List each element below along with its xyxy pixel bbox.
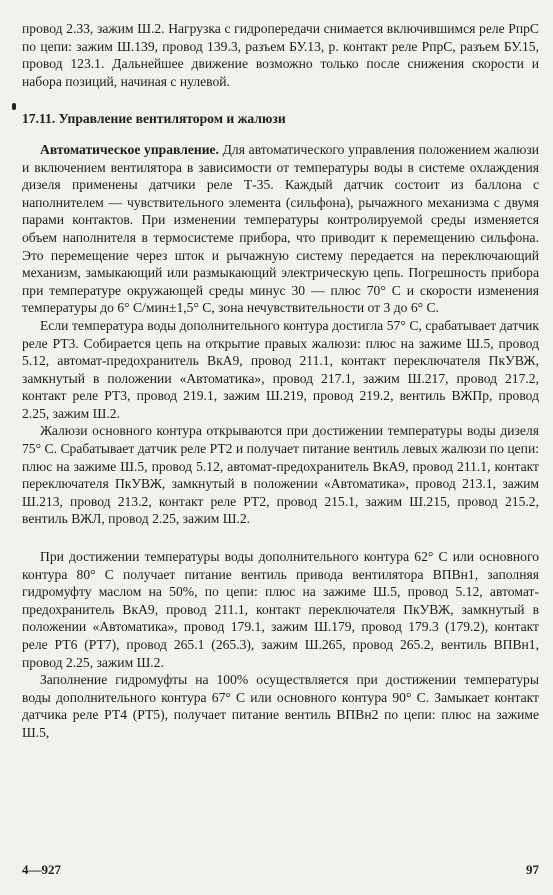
auto-control-title: Автоматическое управление. [40,141,219,157]
intro-paragraph: провод 2.33, зажим Ш.2. Нагрузка с гидропередачи снимается включившимся реле РпрС по цепи: зажим Ш.139, провод 139.3, разъем БУ.13, р. контакт реле РпрС, разъем БУ.15, провод 123.1. Дальнейшее движение возможно только после снижения скорости и набора позиций, начиная с нулевой. [22,21,539,89]
printer-signature: 4—927 [22,862,61,877]
paragraph-62-degrees: При достижении температуры воды дополнительного контура 62° С или основного контура 80° С получает питание вентиль привода вентилятора ВПВн1, заполняя гидромуфту маслом на 50%, по цепи: плюс на зажиме Ш.5, провод 5.12, автомат-предохранитель ВкА9, провод 211.1, контакт переключателя ПкУВЖ, замкнутый в положении «Автоматика», провод 179.1, зажим Ш.179, провод 179.3 (179.2), контакт реле РТ6 (РТ7), провод 265.1 (265.3), зажим Ш.265, провод 265.2, вентиль ВПВн1, провод 2.25, зажим Ш.2. [22,549,539,670]
page-footer [22,862,539,878]
paragraph-75-degrees: Жалюзи основного контура открываются при достижении температуры воды дизеля 75° С. Срабатывает датчик реле РТ2 и получает питание вентиль левых жалюзи по цепи: плюс на зажиме Ш.5, провод 5.12, автомат-предохранитель ВкА9, провод 211.1, контакт переключателя ПкУВЖ, замкнутый в положении «Автоматика», провод 213.1, зажим Ш.213, провод 213.2, контакт реле РТ2, провод 215.1, зажим Ш.215, провод 215.2, вентиль ВЖЛ, провод 2.25, зажим Ш.2. [22,423,539,527]
auto-control-body: Для автоматического управления положением жалюзи и включением вентилятора в зависимости от температуры воды в системе охлаждения дизеля применены датчики реле Т-35. Каждый датчик состоит из баллона с наполнителем — чувствительного элемента (сильфона), рычажного механизма с двумя парами контактов. При изменении температуры контролируемой среды изменяется объем наполнителя в термосистеме прибора, что приводит к перемещению сильфона. Это перемещение через шток и рычажную систему передается на переключающий механизм, замыкающий или размыкающий электрическую цепь. Погрешность прибора при температуре окружающей среды минус 30 — плюс 70° С и скорости изменения температуры до 6° С/мин±1,5° С, зона нечувствительности от 3 до 6° С. [22,141,540,316]
margin-mark [12,103,16,110]
paragraph-57-degrees: Если температура воды дополнительного контура достигла 57° С, срабатывает датчик реле РТ3. Собирается цепь на открытие правых жалюзи: плюс на зажиме Ш.5, провод 5.12, автомат-предохранитель ВкА9, провод 211.1, контакт переключателя ПкУВЖ, замкнутый в положении «Автоматика», провод 217.1, зажим Ш.217, провод 217.2, контакт реле РТ3, провод 219.1, зажим Ш.219, провод 219.2, вентиль ВЖПр, провод 2.25, зажим Ш.2. [22,317,539,421]
section-heading: 17.11. Управление вентилятором и жалюзи [22,111,286,127]
auto-control-paragraph [22,141,539,317]
paragraph-100-percent: Заполнение гидромуфты на 100% осуществляется при достижении температуры воды дополнительного контура 67° С или основного контура 90° С. Замыкает контакт датчика реле РТ4 (РТ5), получает питание вентиль ВПВн2 по цепи: плюс на зажиме Ш.5, [22,672,539,740]
page-number: 97 [526,862,539,877]
